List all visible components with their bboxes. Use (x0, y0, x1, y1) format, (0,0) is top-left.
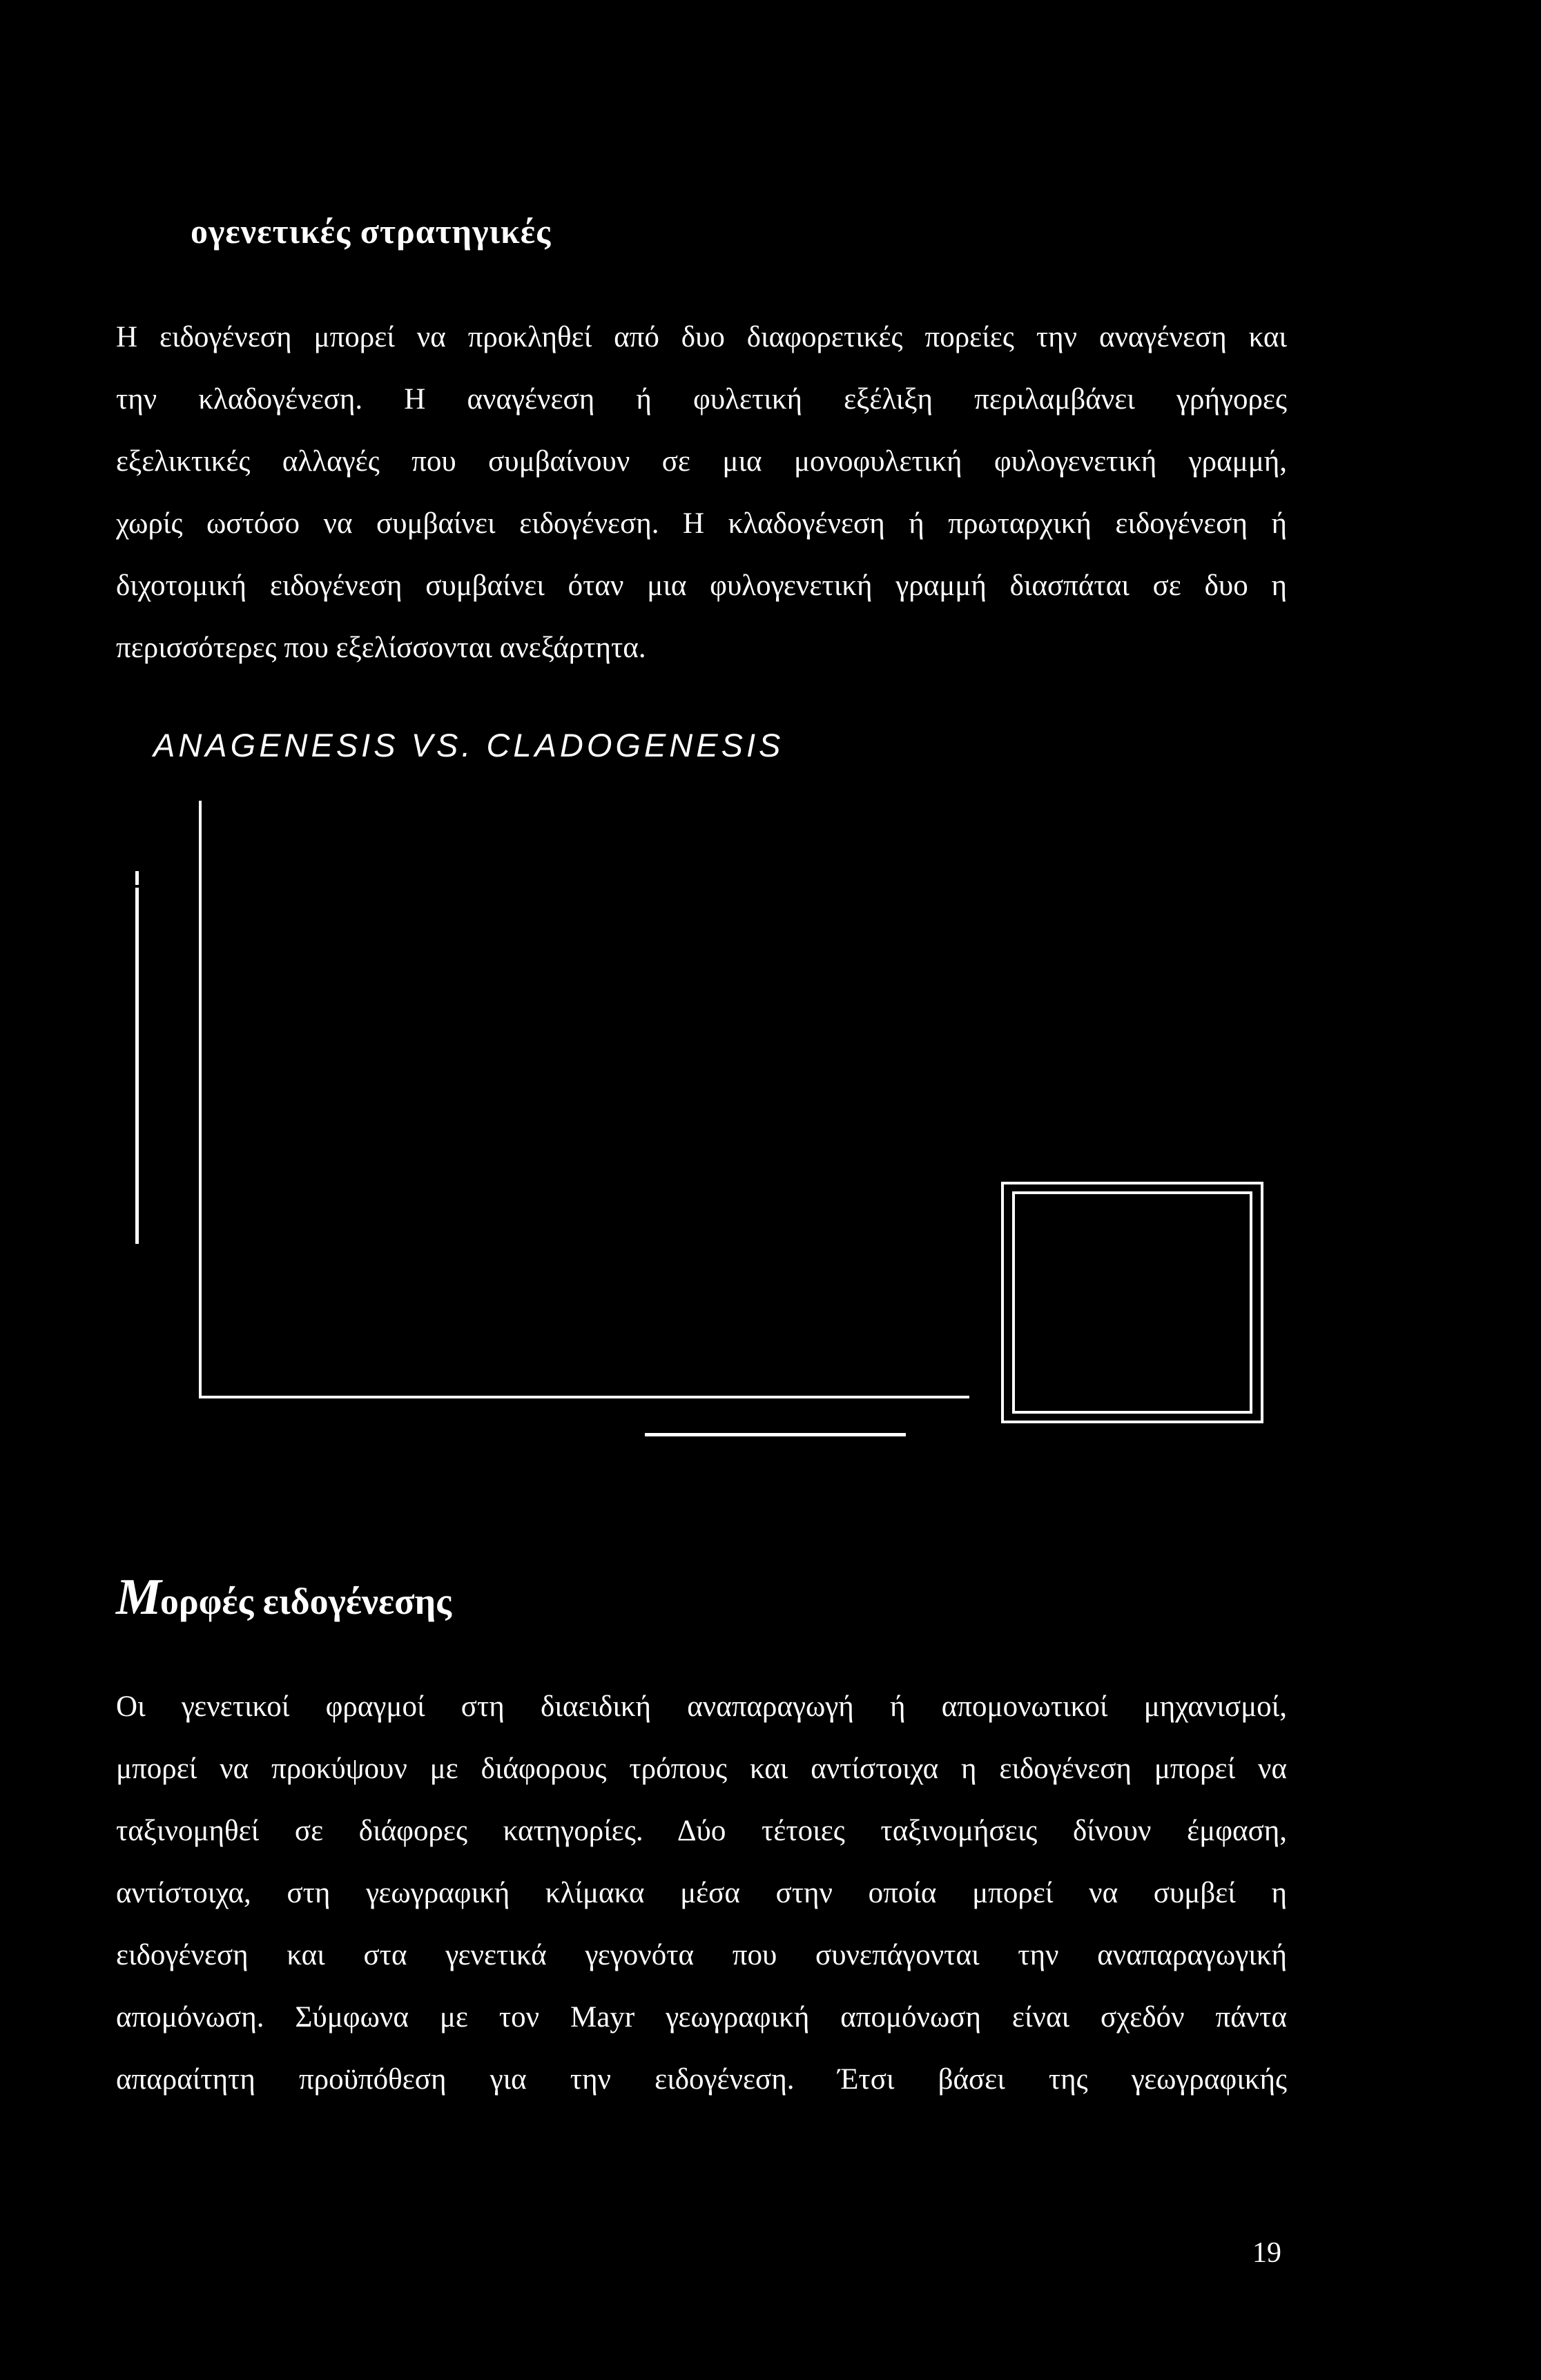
text-line: απαραίτητη προϋπόθεση για την ειδογένεση. Έτσι βάσει της γεωγραφικής (116, 2063, 1287, 2096)
text-line: ταξινομηθεί σε διάφορες κατηγορίες. Δύο τέτοιες ταξινομήσεις δίνουν έμφαση, (116, 1815, 1287, 1847)
figure-tick-mark (135, 871, 139, 885)
figure-horizontal-axis (199, 1396, 969, 1398)
section-heading: ογενετικές στρατηγικές (191, 212, 552, 251)
figure-box-inner (1014, 1193, 1251, 1412)
page-number: 19 (1252, 2237, 1281, 2269)
text-line: Οι γενετικοί φραγμοί στη διαειδική αναπαραγωγή ή απομονωτικοί μηχανισμοί, (116, 1690, 1287, 1723)
figure-vertical-axis (199, 801, 202, 1398)
text-line: εξελικτικές αλλαγές που συμβαίνουν σε μια μονοφυλετική φυλογενετική γραμμή, (116, 445, 1287, 478)
section-heading-forms-of-speciation (116, 1568, 452, 1627)
text-line: ειδογένεση και στα γενετικά γεγονότα που συνεπάγονται την αναπαραγωγική (116, 1939, 1287, 1971)
figure-title: ANAGENESIS VS. CLADOGENESIS (153, 727, 784, 763)
heading-rest: ορφές ειδογένεσης (159, 1581, 452, 1622)
text-line: περισσότερες που εξελίσσονται ανεξάρτητα. (116, 632, 646, 664)
figure-short-baseline (645, 1433, 906, 1436)
text-line: χωρίς ωστόσο να συμβαίνει ειδογένεση. Η κλαδογένεση ή πρωταρχική ειδογένεση ή (116, 507, 1287, 540)
text-line: αντίστοιχα, στη γεωγραφική κλίμακα μέσα στην οποία μπορεί να συμβεί η (116, 1877, 1287, 1909)
text-line: μπορεί να προκύψουν με διάφορους τρόπους και αντίστοιχα η ειδογένεση μπορεί να (116, 1753, 1287, 1785)
text-line: την κλαδογένεση. Η αναγένεση ή φυλετική εξέλιξη περιλαμβάνει γρήγορες (116, 383, 1287, 416)
text-line: απομόνωση. Σύμφωνα με τον Mayr γεωγραφική απομόνωση είναι σχεδόν πάντα (116, 2001, 1287, 2033)
heading-initial-letter: Μ (116, 1569, 160, 1626)
figure-left-bar (135, 888, 139, 1244)
text-line: Η ειδογένεση μπορεί να προκληθεί από δυο διαφορετικές πορείες την αναγένεση και (116, 321, 1287, 353)
figure-box-outer (1002, 1183, 1262, 1422)
text-line: διχοτομική ειδογένεση συμβαίνει όταν μια φυλογενετική γραμμή διασπάται σε δυο η (116, 569, 1287, 602)
paragraph-anagenesis-cladogenesis (116, 306, 1287, 679)
paragraph-forms-of-speciation (116, 1676, 1287, 2111)
